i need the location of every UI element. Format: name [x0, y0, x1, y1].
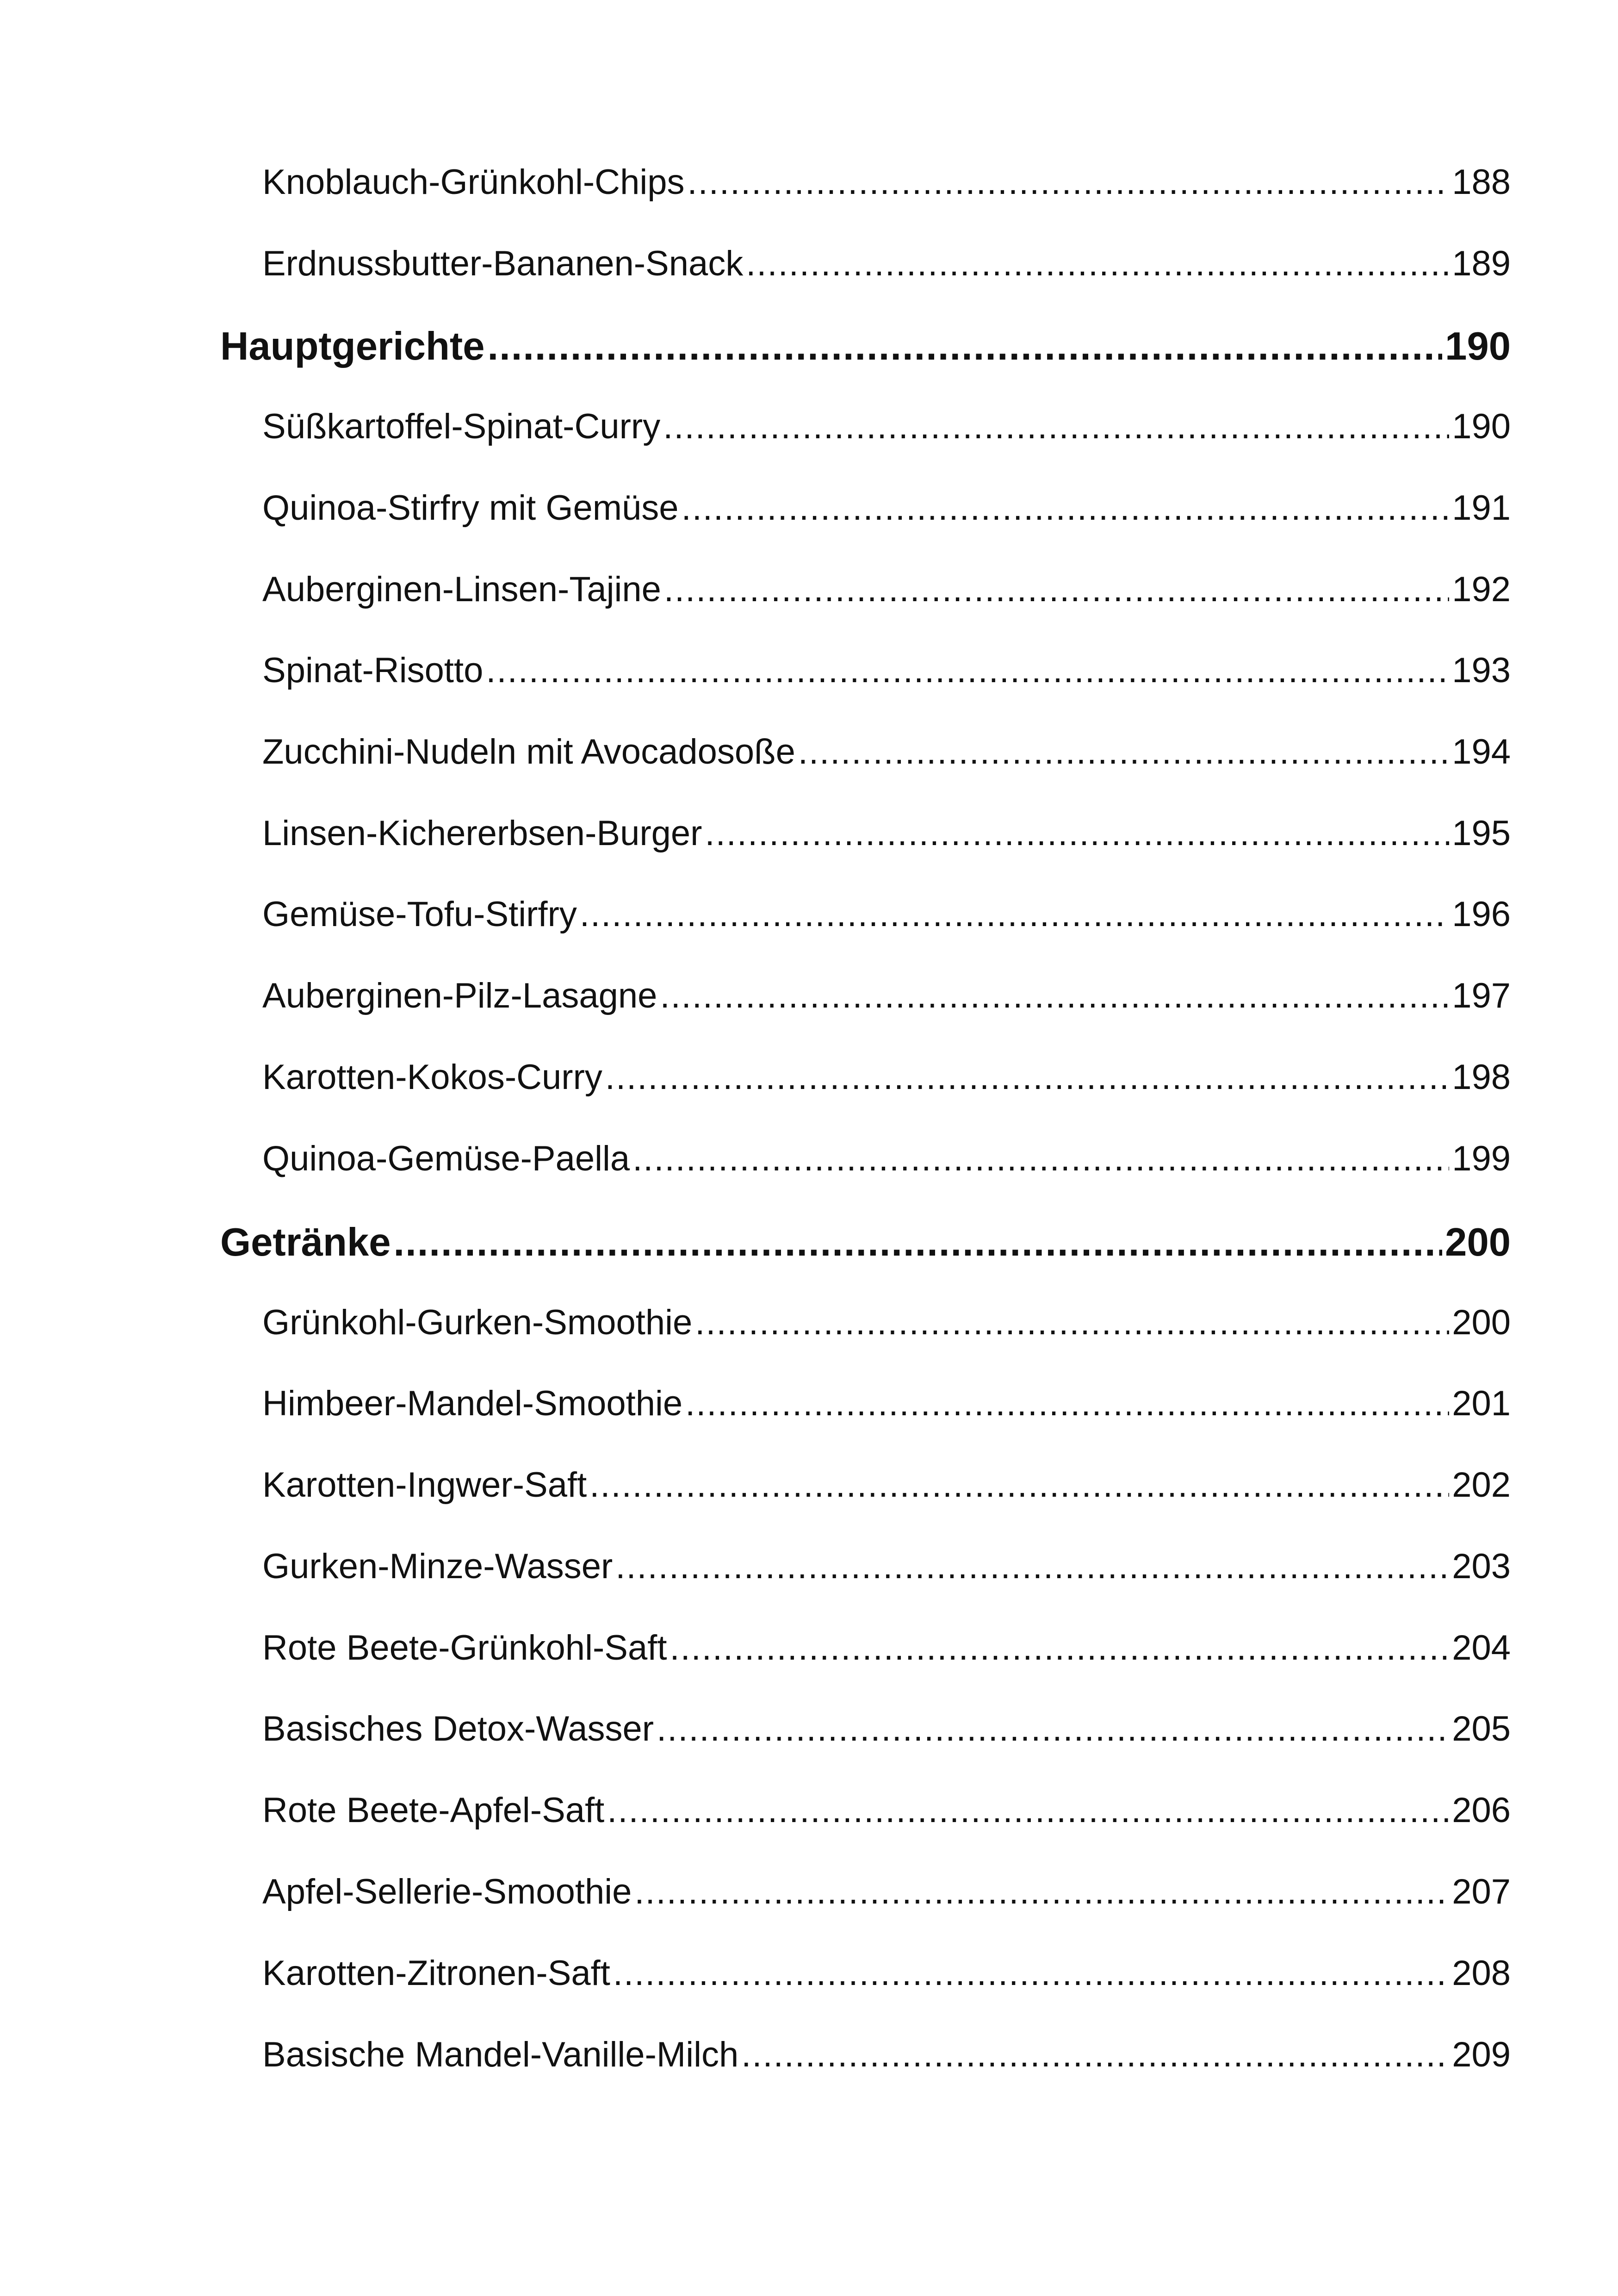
dot-leader — [486, 650, 1449, 691]
toc-entry-title: Zucchini-Nudeln mit Avocadosoße — [262, 732, 795, 772]
toc-entry-title: Basische Mandel-Vanille-Milch — [262, 2035, 739, 2074]
toc-entry — [262, 243, 1511, 284]
toc-entry-title: Grünkohl-Gurken-Smoothie — [262, 1303, 693, 1342]
toc-entry-title: Spinat-Risotto — [262, 651, 484, 690]
dot-leader — [487, 324, 1442, 369]
toc-section-heading — [220, 1220, 1511, 1265]
toc-entry-title: Karotten-Ingwer-Saft — [262, 1465, 587, 1505]
toc-entry — [262, 732, 1511, 772]
toc-entry — [262, 569, 1511, 610]
toc-entry-title: Himbeer-Mandel-Smoothie — [262, 1384, 683, 1423]
toc-page-number: 200 — [1452, 1303, 1511, 1342]
toc-page-number: 192 — [1452, 570, 1511, 609]
dot-leader — [685, 1383, 1449, 1424]
dot-leader — [746, 243, 1449, 284]
dot-leader — [798, 732, 1449, 772]
toc-page-number: 193 — [1452, 651, 1511, 690]
dot-leader — [613, 1953, 1449, 1993]
toc-page-number: 188 — [1452, 162, 1511, 202]
toc-entry — [262, 1465, 1511, 1505]
toc-section-heading — [220, 324, 1511, 369]
toc-entry-title: Karotten-Zitronen-Saft — [262, 1954, 610, 1993]
dot-leader — [663, 406, 1449, 447]
toc-entry-title: Gurken-Minze-Wasser — [262, 1547, 613, 1586]
dot-leader — [682, 488, 1450, 528]
dot-leader — [687, 162, 1449, 202]
toc-entry-title: Basisches Detox-Wasser — [262, 1709, 654, 1748]
toc-entry-title: Auberginen-Linsen-Tajine — [262, 570, 661, 609]
toc-entry-title: Knoblauch-Grünkohl-Chips — [262, 162, 685, 202]
toc-page-number: 201 — [1452, 1384, 1511, 1423]
toc-entry — [262, 1057, 1511, 1097]
toc-page-number: 191 — [1452, 488, 1511, 528]
toc-entry-title: Erdnussbutter-Bananen-Snack — [262, 244, 744, 283]
dot-leader — [695, 1302, 1449, 1343]
dot-leader — [589, 1465, 1449, 1505]
toc-page-number: 204 — [1452, 1628, 1511, 1668]
toc-entry — [262, 488, 1511, 528]
toc-entry-title: Rote Beete-Grünkohl-Saft — [262, 1628, 667, 1668]
dot-leader — [657, 1709, 1449, 1749]
toc-page-number: 195 — [1452, 814, 1511, 853]
toc-entry-title: Quinoa-Stirfry mit Gemüse — [262, 488, 679, 528]
toc-entry — [262, 1790, 1511, 1830]
toc-entry — [262, 894, 1511, 934]
dot-leader — [670, 1628, 1449, 1668]
toc-entry-title: Auberginen-Pilz-Lasagne — [262, 976, 657, 1015]
toc-page-number: 190 — [1445, 324, 1511, 368]
toc-entry-title: Süßkartoffel-Spinat-Curry — [262, 407, 661, 446]
toc-entry — [262, 1383, 1511, 1424]
toc-page-number: 196 — [1452, 895, 1511, 934]
toc-page-number: 206 — [1452, 1791, 1511, 1830]
dot-leader — [660, 976, 1449, 1016]
toc-entry — [262, 1628, 1511, 1668]
toc-page-number: 200 — [1445, 1220, 1511, 1264]
toc-page-number: 207 — [1452, 1872, 1511, 1911]
toc-entry — [262, 2035, 1511, 2075]
dot-leader — [607, 1790, 1449, 1830]
toc-entry-title: Apfel-Sellerie-Smoothie — [262, 1872, 632, 1911]
toc-entry-title: Getränke — [220, 1220, 391, 1264]
toc-entry — [262, 162, 1511, 202]
toc-page-number: 194 — [1452, 732, 1511, 772]
toc-page-number: 189 — [1452, 244, 1511, 283]
toc-entry — [262, 1546, 1511, 1587]
toc-entry — [262, 1709, 1511, 1749]
dot-leader — [580, 894, 1449, 934]
toc-entry — [262, 406, 1511, 447]
toc-entry-title: Karotten-Kokos-Curry — [262, 1058, 602, 1097]
toc-entry — [262, 813, 1511, 853]
dot-leader — [705, 813, 1449, 853]
toc-entry-title: Rote Beete-Apfel-Saft — [262, 1791, 605, 1830]
dot-leader — [741, 2035, 1449, 2075]
toc-entry-title: Linsen-Kichererbsen-Burger — [262, 814, 702, 853]
toc-page-number: 197 — [1452, 976, 1511, 1015]
toc-page-number: 199 — [1452, 1139, 1511, 1178]
toc-entry-title: Quinoa-Gemüse-Paella — [262, 1139, 630, 1178]
dot-leader — [615, 1546, 1449, 1587]
dot-leader — [394, 1220, 1443, 1265]
dot-leader — [605, 1057, 1449, 1097]
dot-leader — [634, 1872, 1449, 1912]
toc-page-number: 202 — [1452, 1465, 1511, 1505]
toc-entry — [262, 1953, 1511, 1993]
toc-entry — [262, 650, 1511, 691]
toc-page-number: 190 — [1452, 407, 1511, 446]
toc-page-number: 208 — [1452, 1954, 1511, 1993]
toc-entry-title: Hauptgerichte — [220, 324, 485, 368]
toc-entry-title: Gemüse-Tofu-Stirfry — [262, 895, 577, 934]
toc-page-number: 203 — [1452, 1547, 1511, 1586]
toc-entry — [262, 1302, 1511, 1343]
toc-entry — [262, 1872, 1511, 1912]
toc-entry — [262, 976, 1511, 1016]
dot-leader — [664, 569, 1449, 610]
toc-page-number: 198 — [1452, 1058, 1511, 1097]
toc-entry — [262, 1139, 1511, 1179]
toc-page-number: 205 — [1452, 1709, 1511, 1748]
dot-leader — [632, 1139, 1449, 1179]
toc-page-number: 209 — [1452, 2035, 1511, 2074]
